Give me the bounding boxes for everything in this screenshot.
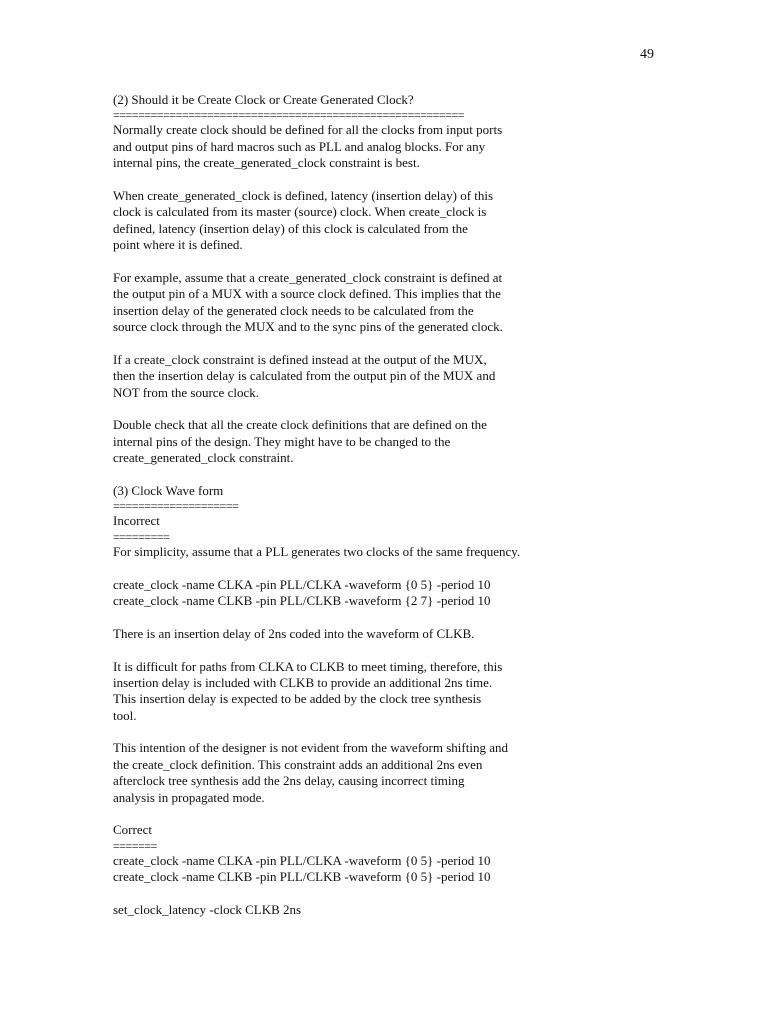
- text-line: If a create_clock constraint is defined instead at the output of the MUX,: [113, 351, 487, 367]
- text-line: internal pins, the create_generated_clock constraint is best.: [113, 155, 420, 171]
- text-line: create_generated_clock constraint.: [113, 450, 294, 466]
- text-line: For simplicity, assume that a PLL generates two clocks of the same frequency.: [113, 543, 521, 559]
- text-line: Double check that all the create clock definitions that are defined on the: [113, 417, 487, 433]
- text-line: point where it is defined.: [113, 237, 243, 253]
- paragraph: [113, 659, 673, 725]
- subheading-correct: Correct: [113, 822, 152, 838]
- page-body: [113, 92, 673, 918]
- paragraph: [113, 188, 673, 254]
- text-line: internal pins of the design. They might have to be changed to the: [113, 433, 451, 449]
- text-line: It is difficult for paths from CLKA to CLKB to meet timing, therefore, this: [113, 658, 503, 674]
- paragraph: [113, 270, 673, 336]
- text-line: then the insertion delay is calculated from the output pin of the MUX and: [113, 368, 496, 384]
- text-line: When create_generated_clock is defined, latency (insertion delay) of this: [113, 187, 494, 203]
- heading-underline: ========================================================: [113, 108, 464, 123]
- paragraph: [113, 740, 673, 806]
- text-line: NOT from the source clock.: [113, 384, 259, 400]
- code-line: create_clock -name CLKB -pin PLL/CLKB -waveform {2 7} -period 10: [113, 592, 491, 608]
- text-line: This insertion delay is expected to be added by the clock tree synthesis: [113, 691, 482, 707]
- text-line: Normally create clock should be defined for all the clocks from input ports: [113, 122, 503, 138]
- code-line: set_clock_latency -clock CLKB 2ns: [113, 901, 302, 917]
- code-block: [113, 853, 673, 886]
- code-line: create_clock -name CLKA -pin PLL/CLKA -waveform {0 5} -period 10: [113, 852, 491, 868]
- code-line: create_clock -name CLKB -pin PLL/CLKB -waveform {0 5} -period 10: [113, 869, 491, 885]
- paragraph: [113, 122, 673, 171]
- text-line: afterclock tree synthesis add the 2ns delay, causing incorrect timing: [113, 773, 465, 789]
- text-line: insertion delay is included with CLKB to provide an additional 2ns time.: [113, 674, 493, 690]
- text-line: For example, assume that a create_generated_clock constraint is defined at: [113, 269, 503, 285]
- text-line: and output pins of hard macros such as PLL and analog blocks. For any: [113, 138, 486, 154]
- text-line: the output pin of a MUX with a source clock defined. This implies that the: [113, 286, 501, 302]
- text-line: analysis in propagated mode.: [113, 789, 265, 805]
- text-line: the create_clock definition. This constraint adds an additional 2ns even: [113, 756, 483, 772]
- text-line: tool.: [113, 707, 137, 723]
- section-heading: (3) Clock Wave form: [113, 482, 224, 498]
- subheading-underline: =========: [113, 529, 170, 544]
- text-line: There is an insertion delay of 2ns coded into the waveform of CLKB.: [113, 625, 475, 641]
- paragraph: [113, 417, 673, 466]
- heading-underline: ====================: [113, 499, 239, 514]
- code-block: [113, 577, 673, 610]
- section-heading: (2) Should it be Create Clock or Create Generated Clock?: [113, 92, 414, 107]
- text-line: source clock through the MUX and to the sync pins of the generated clock.: [113, 319, 503, 335]
- subheading-incorrect: Incorrect: [113, 513, 160, 529]
- paragraph: [113, 352, 673, 401]
- text-line: clock is calculated from its master (source) clock. When create_clock is: [113, 204, 487, 220]
- text-line: defined, latency (insertion delay) of this clock is calculated from the: [113, 220, 468, 236]
- text-line: This intention of the designer is not evident from the waveform shifting and: [113, 740, 508, 756]
- subheading-underline: =======: [113, 838, 157, 853]
- text-line: insertion delay of the generated clock needs to be calculated from the: [113, 302, 474, 318]
- page-number: 49: [640, 47, 654, 62]
- code-line: create_clock -name CLKA -pin PLL/CLKA -waveform {0 5} -period 10: [113, 576, 491, 592]
